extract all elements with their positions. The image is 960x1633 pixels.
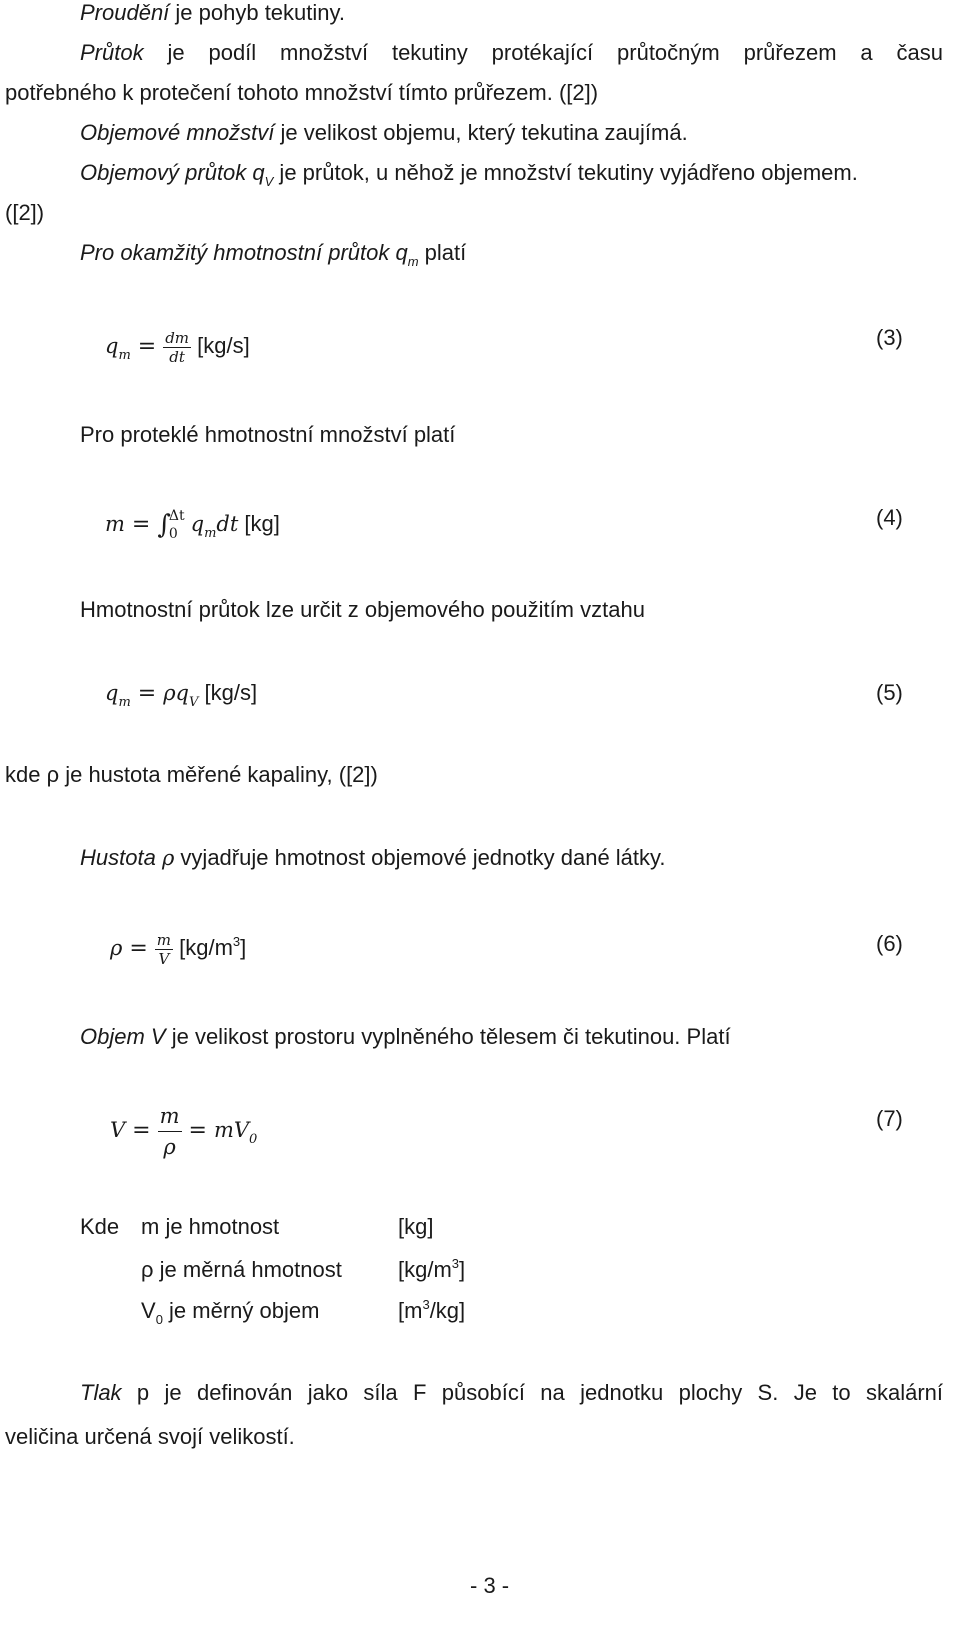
eq5-lhs: q — [105, 681, 119, 705]
term-hustota: Hustota — [80, 845, 156, 870]
text-objemovy-prutok: je průtok, u něhož je množství tekutiny vyjádřeno objemem. — [273, 160, 858, 185]
equation-5-number: (5) — [876, 680, 903, 705]
legend-row-2-unit-tail: ] — [459, 1257, 466, 1282]
eq6-den: V — [158, 949, 170, 968]
text-prutok-l1: je podíl množství tekutiny protékající průtočným průřezem a času — [143, 40, 943, 65]
eq5-op: = — [130, 681, 164, 706]
eq6-op: = — [122, 936, 155, 961]
eq7-op2: = — [181, 1118, 214, 1143]
equation-7-number: (7) — [876, 1106, 903, 1131]
text-objemove-mnozstvi: je velikost objemu, který tekutina zaujímá. — [274, 120, 688, 145]
paragraph-tlak-line1 — [80, 1380, 943, 1406]
term-objem: Objem V — [80, 1024, 166, 1049]
sub-okamzity: m — [407, 254, 419, 269]
eq4-body: q — [190, 512, 205, 536]
eq4-unit: [kg] — [238, 511, 280, 536]
legend-kde-label: Kde — [80, 1214, 120, 1239]
eq6-unit: [kg/m — [173, 935, 233, 960]
legend-row-2-unit-text: [kg/m — [398, 1257, 452, 1282]
ref-objemovy: ([2]) — [5, 200, 45, 225]
equation-3 — [105, 324, 250, 372]
eq7-fraction — [158, 1101, 182, 1162]
paragraph-hmotnostni-prutok: Hmotnostní průtok lze určit z objemového použitím vztahu — [80, 597, 645, 622]
eq4-integral-sign: ∫ — [157, 510, 171, 540]
eq6-unit-tail: ] — [240, 935, 247, 960]
legend-row-3-symbol — [141, 1298, 319, 1327]
paragraph-hustota — [80, 845, 666, 871]
page-number: - 3 - — [470, 1573, 510, 1598]
legend-row-3-symbol-rest: je měrný objem — [162, 1298, 320, 1323]
legend-row-2-symbol: ρ je měrná hmotnost — [141, 1257, 342, 1282]
eq7-num: m — [158, 1101, 182, 1132]
legend-row-3-symbol-letter: V — [141, 1298, 156, 1323]
eq5-lhs-sub: m — [118, 695, 131, 710]
legend-row-3-unit — [398, 1298, 465, 1327]
eq4-upper-limit: Δt — [168, 508, 185, 525]
eq6-unit-sup: 3 — [232, 934, 241, 949]
equation-3-number: (3) — [876, 325, 903, 350]
legend-row-1-unit-text: [kg] — [398, 1214, 434, 1239]
equation-6 — [110, 926, 246, 973]
term-objemovy-prutok: Objemový průtok q — [80, 160, 265, 185]
hustota-symbol: ρ — [161, 846, 175, 870]
eq4-limits — [169, 507, 185, 543]
eq3-lhs-sub: m — [118, 348, 131, 363]
eq6-num: m — [156, 930, 172, 949]
text-proudeni: je pohyb tekutiny. — [169, 0, 345, 25]
paragraph-proteklé: Pro proteklé hmotnostní množství platí — [80, 422, 456, 447]
eq4-lower-limit: 0 — [168, 526, 178, 543]
term-objemove-mnozstvi: Objemové množství — [80, 120, 275, 145]
legend-row-3-unit-tail: /kg] — [429, 1298, 466, 1323]
eq6-fraction — [155, 931, 173, 968]
paragraph-prutok-line2: potřebného k protečení tohoto množství tímto průřezem. ([2]) — [5, 80, 599, 105]
eq4-body-sub: m — [204, 526, 217, 541]
term-okamzity: Pro okamžitý hmotnostní průtok q — [80, 240, 408, 265]
term-proudeni: Proudění — [80, 0, 170, 25]
eq3-op: = — [130, 334, 164, 359]
equation-6-number: (6) — [876, 931, 903, 956]
paragraph-objemove-mnozstvi — [80, 120, 688, 146]
equation-4 — [105, 500, 280, 551]
eq3-fraction — [163, 329, 191, 366]
eq4-op: = — [124, 512, 158, 537]
eq7-op: = — [125, 1118, 158, 1143]
eq6-lhs: ρ — [110, 936, 123, 960]
eq7-rhs: mV — [213, 1118, 250, 1142]
legend-row-2-unit — [398, 1257, 465, 1286]
text-hustota: vyjadřuje hmotnost objemové jednotky dané látky. — [174, 845, 666, 870]
eq5-rhs-sub: V — [189, 695, 199, 710]
eq3-lhs: q — [105, 334, 119, 358]
paragraph-tlak-line2: veličina určená svojí velikostí. — [5, 1424, 295, 1449]
term-tlak: Tlak — [80, 1380, 122, 1405]
equation-7 — [110, 1098, 257, 1166]
legend-row-1-symbol: m je hmotnost — [141, 1214, 280, 1239]
eq7-den: ρ — [163, 1134, 176, 1159]
eq4-lhs: m — [105, 512, 125, 536]
term-prutok: Průtok — [80, 40, 144, 65]
paragraph-prutok-line1 — [80, 40, 943, 66]
text-tlak-l1: p je definován jako síla F působící na jednotku plochy S. Je to skalární — [121, 1380, 943, 1405]
eq7-rhs-sub: 0 — [249, 1132, 258, 1147]
eq5-unit: [kg/s] — [198, 680, 258, 705]
equation-4-number: (4) — [876, 505, 903, 530]
paragraph-objem — [80, 1024, 731, 1050]
sub-objemovy: V — [264, 174, 274, 189]
legend-row-1-unit — [398, 1214, 433, 1240]
eq5-rhs: ρq — [163, 681, 189, 705]
eq3-den: dt — [169, 347, 185, 366]
eq3-unit: [kg/s] — [191, 333, 250, 358]
text-objem: je velikost prostoru vyplněného tělesem či tekutinou. Platí — [165, 1024, 731, 1049]
paragraph-okamzity — [80, 240, 466, 269]
text-okamzity: platí — [418, 240, 467, 265]
paragraph-objemovy-prutok — [80, 160, 858, 189]
legend-row-3-symbol-sub: 0 — [155, 1312, 163, 1327]
legend-row-2-unit-sup: 3 — [451, 1256, 460, 1271]
legend-row-3-unit-text: [m — [398, 1298, 423, 1323]
eq7-lhs: V — [110, 1118, 126, 1142]
paragraph-kde-rho: kde ρ je hustota měřené kapaliny, ([2]) — [5, 762, 378, 787]
eq4-body-tail: dt — [216, 512, 239, 536]
paragraph-proudeni — [80, 0, 345, 26]
eq3-num: dm — [165, 328, 190, 347]
equation-5 — [105, 680, 257, 710]
legend-row-3-unit-sup: 3 — [422, 1297, 430, 1312]
